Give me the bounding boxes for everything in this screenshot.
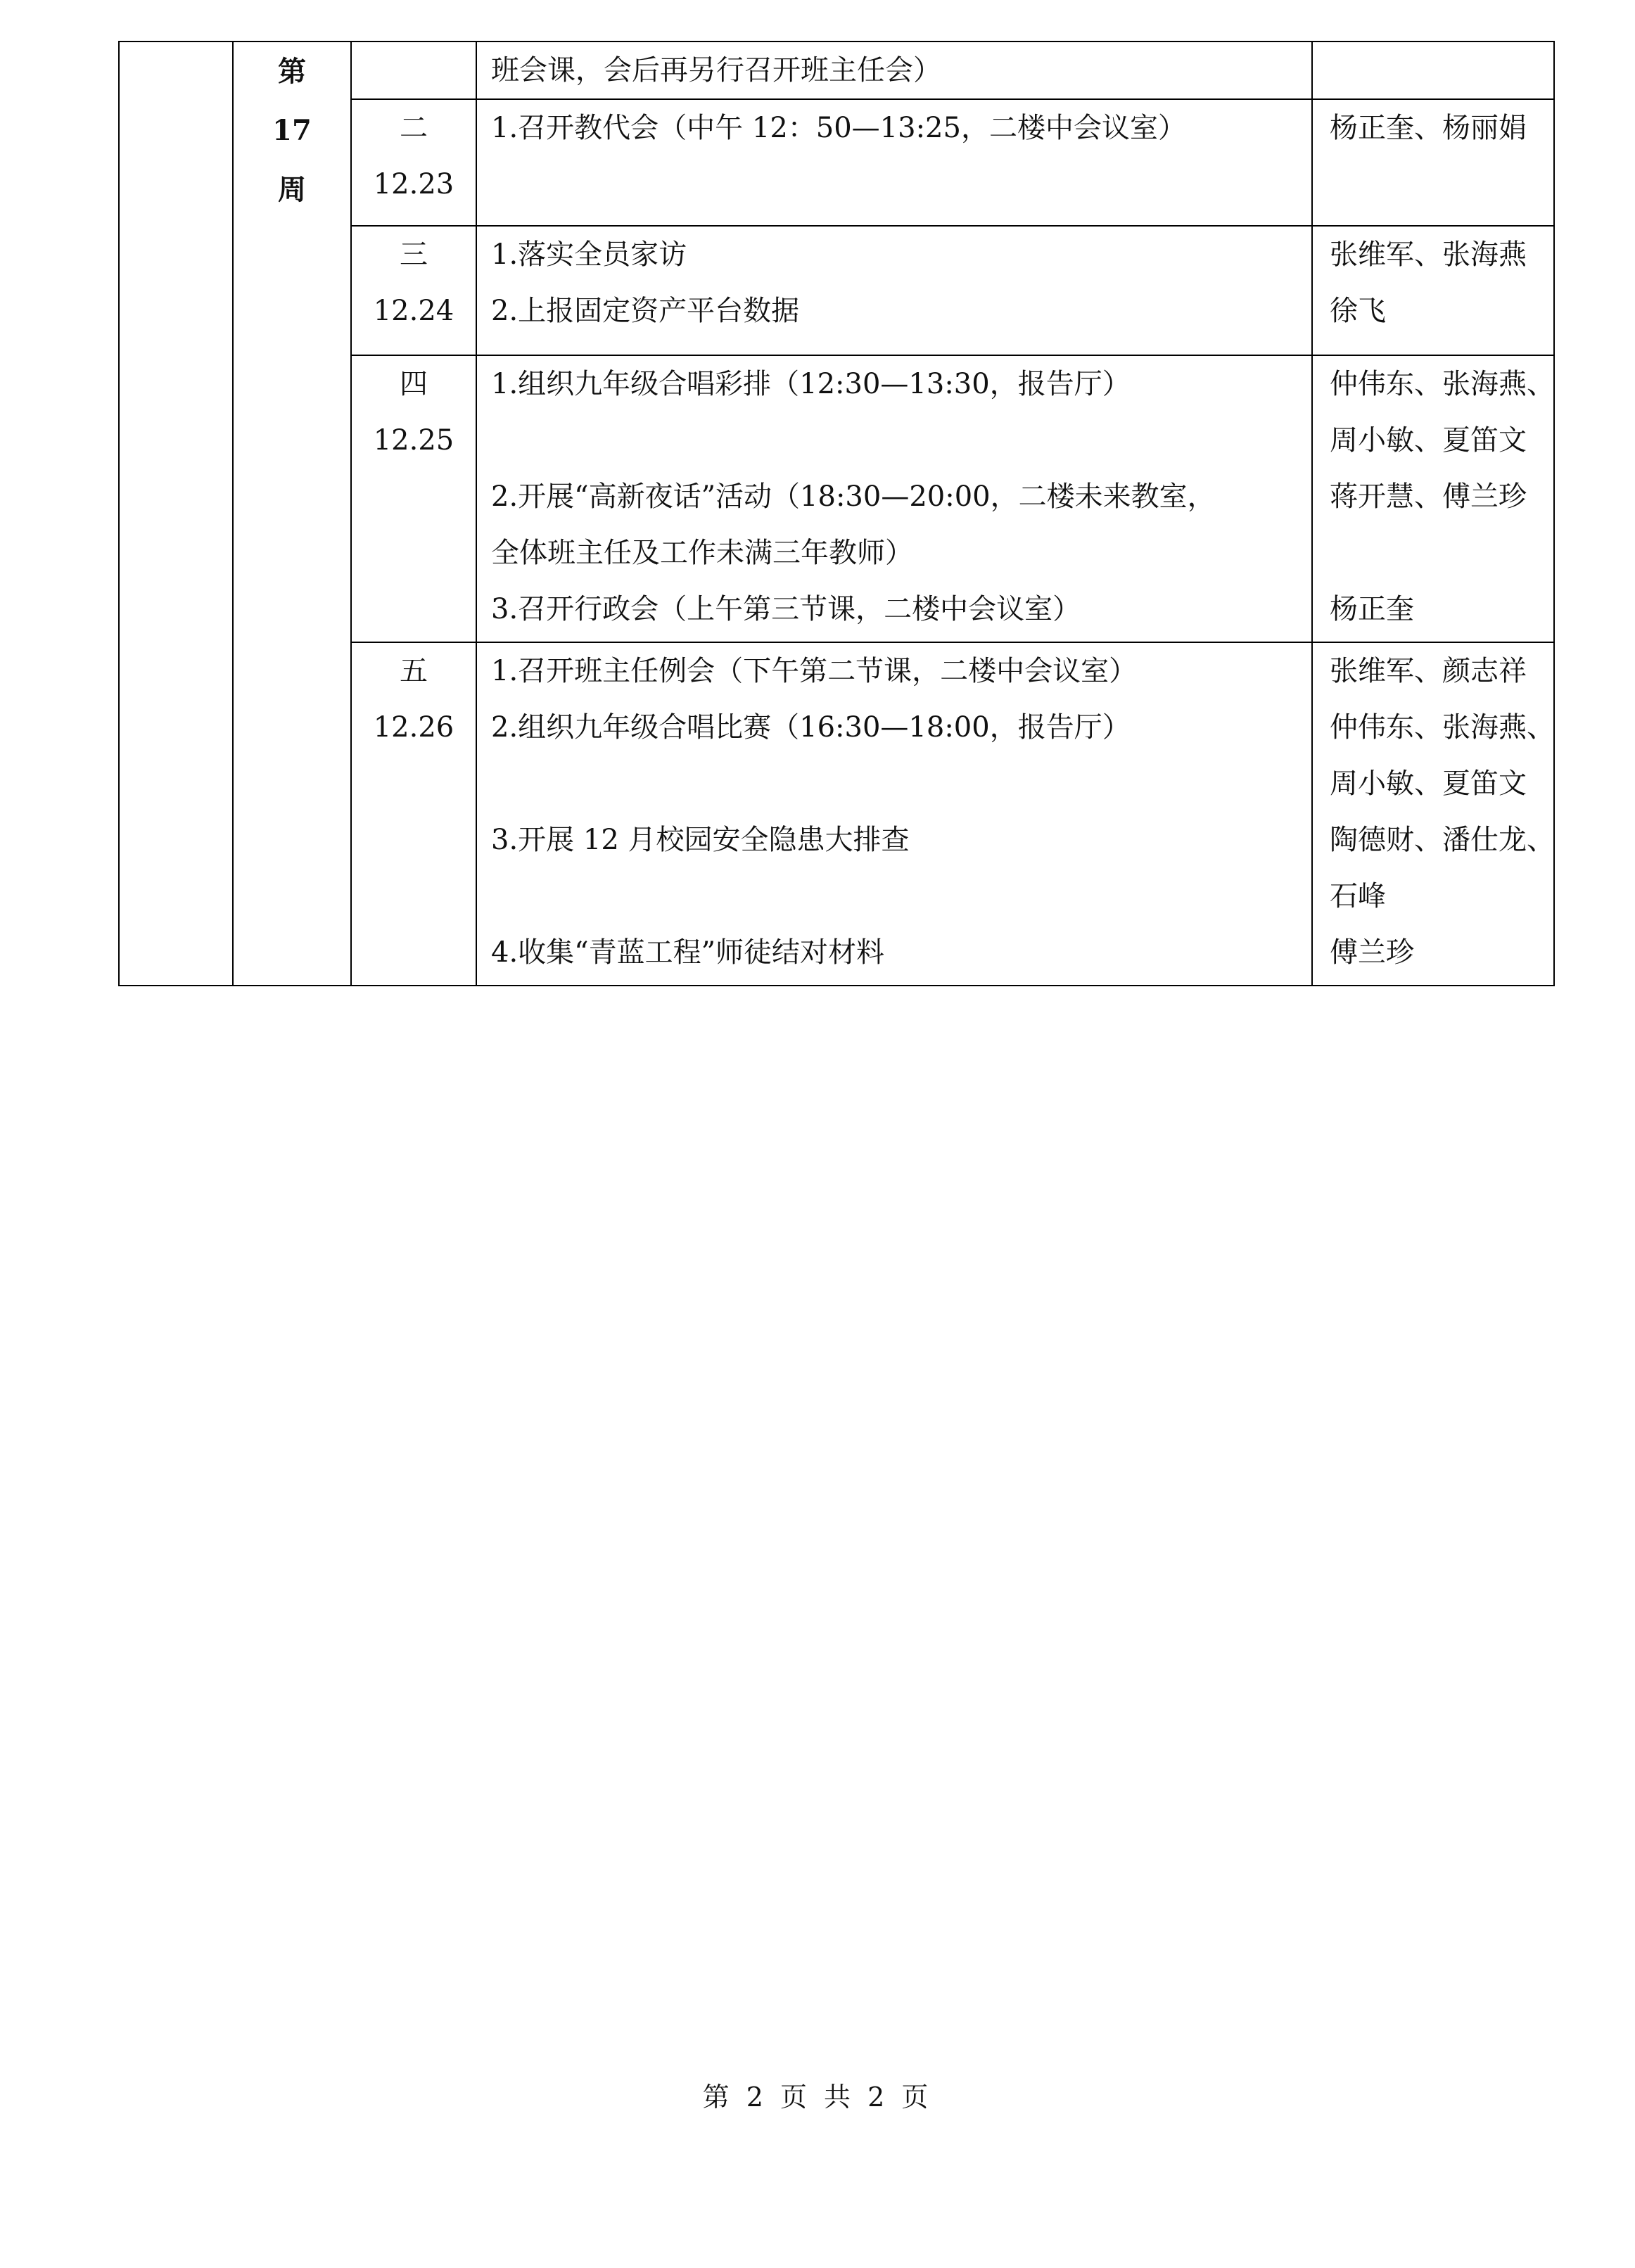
owner-line: 傅兰珍	[1330, 936, 1414, 969]
owner-line: 仲伟东、张海燕、	[1330, 711, 1555, 744]
day-cell	[351, 642, 476, 986]
task-cell	[476, 42, 1312, 99]
task-line	[491, 868, 1304, 924]
table-row	[119, 42, 1554, 99]
task-line	[491, 756, 1304, 812]
owner-cell	[1312, 355, 1554, 642]
date-label: 12.25	[373, 424, 454, 457]
task-line: 全体班主任及工作未满三年教师）	[491, 537, 913, 569]
task-line: 2.组织九年级合唱比赛（16:30—18:00，报告厅）	[491, 711, 1131, 744]
day-cell	[351, 355, 476, 642]
task-line: 2.上报固定资产平台数据	[491, 295, 800, 327]
owner-line: 仲伟东、张海燕、	[1330, 368, 1555, 400]
week-cell	[233, 42, 351, 986]
task-line: 3.开展 12 月校园安全隐患大排查	[491, 824, 910, 856]
owner-line: 周小敏、夏笛文	[1330, 767, 1527, 800]
task-line: 班会课，会后再另行召开班主任会）	[491, 54, 941, 87]
owner-cell	[1312, 42, 1554, 99]
task-cell	[476, 99, 1312, 226]
week-label: 第 17 周	[272, 55, 312, 206]
owner-line: 石峰	[1330, 880, 1386, 912]
task-cell	[476, 355, 1312, 642]
day-cell	[351, 42, 476, 99]
owner-line	[1330, 525, 1549, 581]
day-label: 三	[400, 238, 428, 271]
task-line: 4.收集“青蓝工程”师徒结对材料	[491, 936, 885, 969]
owner-line: 张维军、颜志祥	[1330, 655, 1527, 687]
day-cell	[351, 226, 476, 355]
owner-line: 周小敏、夏笛文	[1330, 424, 1527, 457]
owner-cell	[1312, 226, 1554, 355]
date-label: 12.26	[373, 711, 454, 744]
owner-line: 蒋开慧、傅兰珍	[1330, 480, 1527, 513]
owner-line: 陶德财、潘仕龙、	[1330, 824, 1555, 856]
task-line: 2.开展“高新夜话”活动（18:30—20:00，二楼未来教室，	[491, 480, 1216, 513]
owner-line: 徐飞	[1330, 295, 1386, 327]
task-line	[491, 412, 1304, 469]
owner-line: 张维军、张海燕	[1330, 238, 1527, 271]
date-label: 12.23	[373, 168, 454, 200]
schedule-table	[118, 41, 1555, 986]
task-line: 1.召开班主任例会（下午第二节课，二楼中会议室）	[491, 655, 1138, 687]
task-line: 1.落实全员家访	[491, 238, 687, 271]
owner-cell	[1312, 99, 1554, 226]
task-line: 3.召开行政会（上午第三节课，二楼中会议室）	[491, 593, 1081, 625]
day-label: 四	[400, 368, 428, 400]
blank-column-cell	[119, 42, 233, 986]
date-label: 12.24	[373, 295, 454, 327]
task-cell	[476, 226, 1312, 355]
day-label: 二	[400, 112, 428, 144]
page-number-footer: 第 2 页 共 2 页	[702, 2082, 933, 2113]
task-line: 1.组织九年级合唱彩排（12:30—13:30，报告厅）	[491, 368, 1131, 400]
day-label: 五	[400, 655, 428, 687]
task-cell	[476, 642, 1312, 986]
day-cell	[351, 99, 476, 226]
owner-line: 杨正奎	[1330, 593, 1414, 625]
task-line: 1.召开教代会（中午 12：50—13:25，二楼中会议室）	[491, 112, 1186, 144]
owner-line: 杨正奎、杨丽娟	[1330, 112, 1527, 144]
owner-cell	[1312, 642, 1554, 986]
